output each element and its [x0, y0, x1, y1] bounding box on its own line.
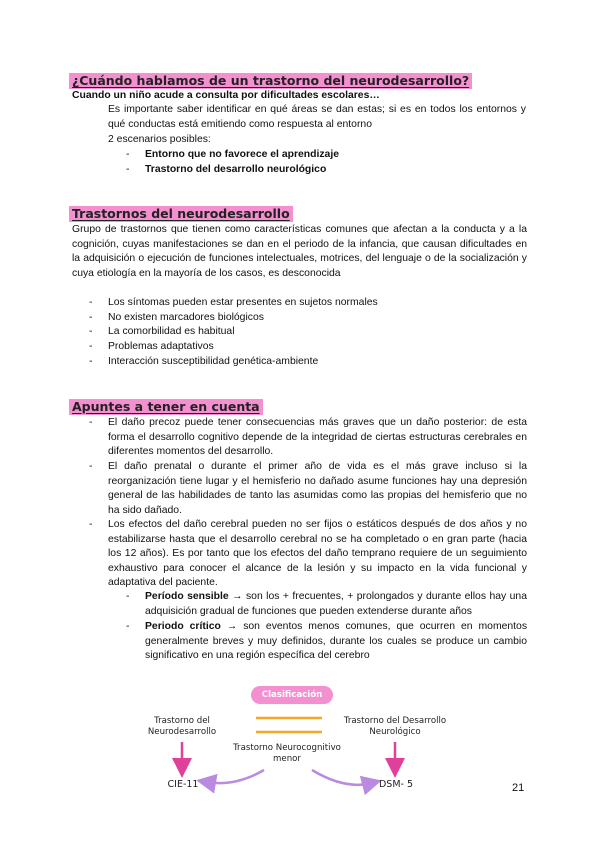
list-item: No existen marcadores biológicos: [108, 312, 264, 323]
section1-heading: ¿Cuándo hablamos de un trastorno del neurodesarrollo?: [69, 73, 472, 89]
center-category-line2: menor: [273, 754, 301, 764]
scenario-item: Trastorno del desarrollo neurológico: [145, 164, 327, 175]
curved-arrow-right-icon: [312, 770, 372, 785]
arrow-right-icon: →: [226, 621, 238, 632]
critical-period-term: Periodo crítico: [145, 621, 221, 632]
bullet-dash: -: [89, 356, 93, 367]
section1-paragraph: Es importante saber identificar en qué áreas se dan estas; si es en todos los entornos y qué conductas está emitiendo como respuesta al entorno: [108, 104, 526, 130]
list-item: Los síntomas pueden estar presentes en sujetos normales: [108, 297, 378, 308]
scenario-item: Entorno que no favorece el aprendizaje: [145, 149, 340, 160]
bullet-dash: -: [89, 297, 93, 308]
bullet-dash: -: [89, 417, 93, 428]
list-item: Interacción susceptibilidad genética-ambiente: [108, 356, 319, 367]
right-code: DSM- 5: [378, 779, 414, 790]
sensitive-period-text: son los + frecuentes, + prolongados y durante ellos hay una adquisición gradual de funciones que pueden extenderse durante años: [145, 591, 527, 617]
left-code: CIE-11: [167, 779, 199, 790]
list-item: Problemas adaptativos: [108, 341, 214, 352]
bullet-dash: -: [126, 591, 130, 602]
arrow-right-icon: →: [232, 591, 243, 602]
bullet-dash: -: [126, 164, 130, 175]
bullet-dash: -: [89, 519, 93, 530]
section2-heading: Trastornos del neurodesarrollo: [69, 206, 293, 222]
bullet-dash: -: [126, 621, 130, 632]
bullet-dash: -: [89, 326, 93, 337]
section2-paragraph: Grupo de trastornos que tienen como características comunes que afectan a la conducta y a la cognición, cuyas manifestaciones se dan en el periodo de la infancia, que causan dificultades en la adquisición o ejecución de funciones intelectuales, motrices, del lenguaje o de la socialización y cuya etiología en la mayoría de los casos, es desconocida: [72, 224, 527, 279]
notes-item-1: El daño precoz puede tener consecuencias más graves que un daño posterior: de esta forma el desarrollo cognitivo depende de la integridad de ciertas estructuras cerebrales en diferentes momentos del desarrollo.: [108, 417, 527, 458]
notes-item-3: Los efectos del daño cerebral pueden no ser fijos o estáticos después de dos años y no estabilizarse hasta que el desarrollo cerebral no se ha completado o en gran parte (hacia los 12 años). Es por tanto que los efectos del daño temprano requiere de un seguimiento exhaustivo para conocer el alcance de la lesión y su impacto en la vida funcional y adaptativa del paciente.: [108, 519, 527, 589]
page-number: 21: [512, 782, 525, 794]
notes-item-2: El daño prenatal o durante el primer año de vida es el más grave incluso si la reorganización tiene lugar y el hemisferio no dañado asume funciones hay una depresión general de las habilidades de tanto las asumidas como las propias del hemisferio que no ha sido dañado.: [108, 461, 527, 516]
right-category-line1: Trastorno del Desarrollo: [343, 716, 447, 726]
bullet-dash: -: [89, 461, 93, 472]
right-category-line2: Neurológico: [369, 727, 421, 737]
bullet-dash: -: [126, 149, 130, 160]
diagram-title: Clasificación: [261, 690, 323, 700]
sensitive-period-term: Período sensible: [145, 591, 229, 602]
list-item: La comorbilidad es habitual: [108, 326, 235, 337]
bullet-dash: -: [89, 341, 93, 352]
bullet-dash: -: [89, 312, 93, 323]
center-category-line1: Trastorno Neurocognitivo: [233, 743, 341, 753]
left-category-line1: Trastorno del: [154, 716, 210, 726]
curved-arrow-left-icon: [206, 770, 264, 783]
left-category-line2: Neurodesarrollo: [147, 727, 217, 737]
critical-period-text: son eventos menos comunes, que ocurren en momentos generalmente breves y muy definidos, durante los cuales se produce un cambio significativo en una región específica del cerebro: [145, 621, 528, 662]
section1-subheading: Cuando un niño acude a consulta por dificultades escolares…: [72, 90, 380, 101]
scenarios-label: 2 escenarios posibles:: [108, 134, 211, 145]
section3-heading: Apuntes a tener en cuenta: [69, 399, 263, 415]
